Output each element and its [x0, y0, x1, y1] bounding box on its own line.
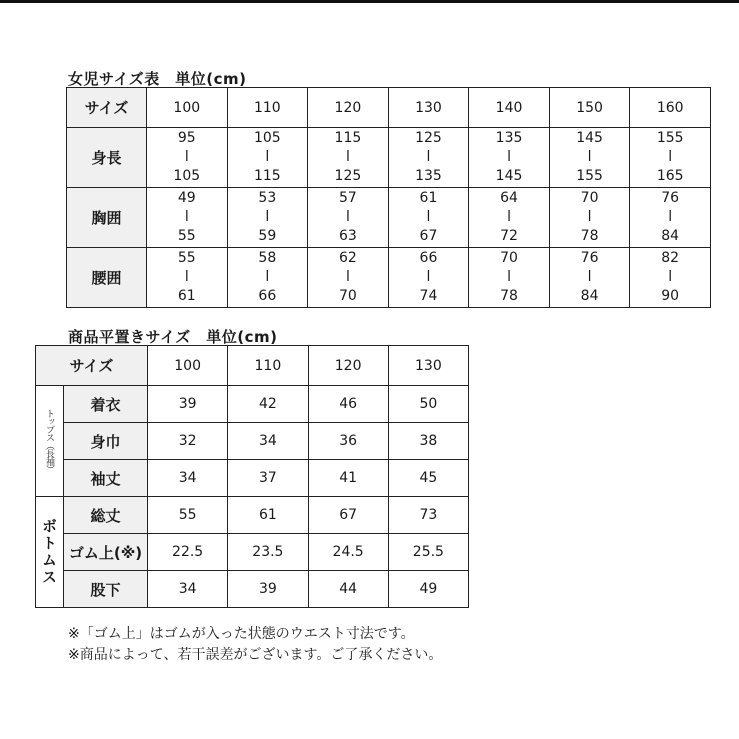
range-value [389, 129, 469, 186]
range-separator: l [668, 149, 673, 165]
range-value [550, 249, 630, 306]
size-col-120: 120 [308, 88, 389, 128]
range-cell [147, 128, 228, 188]
range-min: 62 [338, 250, 357, 266]
size-value-cell: 67 [308, 497, 388, 534]
range-separator: l [265, 269, 270, 285]
range-value [389, 249, 469, 306]
measurement-label: 胸囲 [67, 188, 147, 248]
range-min: 125 [415, 130, 442, 146]
range-min: 61 [419, 190, 438, 206]
range-cell [549, 128, 630, 188]
size-value-cell: 32 [148, 423, 228, 460]
size-value-cell: 44 [308, 571, 388, 608]
range-value [550, 129, 630, 186]
product-flat-size-table [35, 345, 469, 608]
range-separator: l [265, 149, 270, 165]
size-value-cell: 34 [148, 460, 228, 497]
size-value-cell: 46 [308, 386, 388, 423]
girls-size-header-row [67, 88, 711, 128]
range-cell [469, 188, 550, 248]
size-value-cell: 41 [308, 460, 388, 497]
range-max: 84 [580, 288, 599, 304]
range-separator: l [265, 209, 270, 225]
range-max: 66 [258, 288, 277, 304]
range-cell [630, 248, 711, 308]
size-value-cell: 23.5 [228, 534, 308, 571]
product-size-col-120: 120 [308, 346, 388, 386]
range-separator: l [345, 269, 350, 285]
range-value [630, 249, 710, 306]
top-border-line [0, 0, 739, 3]
range-min: 82 [661, 250, 680, 266]
range-value [308, 189, 388, 246]
range-value [308, 249, 388, 306]
product-size-row [36, 423, 469, 460]
product-size-row [36, 571, 469, 608]
range-separator: l [426, 149, 431, 165]
range-cell [308, 188, 389, 248]
range-separator: l [507, 209, 511, 225]
range-separator: l [184, 149, 189, 165]
range-cell [549, 188, 630, 248]
range-value [147, 189, 227, 246]
girls-size-row [67, 248, 711, 308]
size-col-150: 150 [549, 88, 630, 128]
range-min: 58 [258, 250, 277, 266]
range-separator: l [668, 209, 673, 225]
tops-group-label [36, 386, 64, 497]
range-max: 59 [258, 228, 277, 244]
range-separator: l [184, 269, 189, 285]
range-value [630, 189, 710, 246]
range-cell [388, 188, 469, 248]
product-size-row [36, 497, 469, 534]
range-value [389, 189, 469, 246]
product-size-row [36, 386, 469, 423]
size-value-cell: 50 [388, 386, 468, 423]
range-max: 78 [580, 228, 599, 244]
bottoms-group-label-text: ボトムス [40, 518, 58, 586]
range-max: 67 [419, 228, 438, 244]
size-value-cell: 49 [388, 571, 468, 608]
range-max: 55 [177, 228, 196, 244]
tops-group-label-text: トップス（長袖） [44, 409, 54, 473]
range-cell [469, 248, 550, 308]
range-separator: l [587, 269, 592, 285]
range-value [228, 249, 308, 306]
range-max: 63 [338, 228, 357, 244]
size-value-cell: 38 [388, 423, 468, 460]
range-min: 135 [495, 130, 523, 146]
size-value-cell: 45 [388, 460, 468, 497]
range-min: 70 [500, 250, 518, 266]
range-min: 76 [661, 190, 680, 206]
range-value [147, 129, 227, 186]
item-label: ゴム上(※) [64, 534, 148, 571]
range-max: 90 [661, 288, 680, 304]
range-cell [147, 188, 228, 248]
size-value-cell: 55 [148, 497, 228, 534]
product-size-header-row [36, 346, 469, 386]
size-value-cell: 34 [228, 423, 308, 460]
range-value [469, 189, 549, 246]
range-min: 70 [580, 190, 599, 206]
range-value [630, 129, 710, 186]
product-size-col-110: 110 [228, 346, 308, 386]
range-max: 155 [576, 168, 603, 184]
note-rubber-waist: ※「ゴム上」はゴムが入った状態のウエスト寸法です。 [68, 626, 415, 642]
range-cell [469, 128, 550, 188]
range-min: 145 [576, 130, 603, 146]
range-min: 115 [334, 130, 362, 146]
size-value-cell: 61 [228, 497, 308, 534]
item-label: 身巾 [64, 423, 148, 460]
range-cell [147, 248, 228, 308]
size-col-130: 130 [388, 88, 469, 128]
range-min: 55 [177, 250, 196, 266]
range-min: 49 [177, 190, 196, 206]
range-min: 57 [338, 190, 357, 206]
size-value-cell: 39 [148, 386, 228, 423]
size-col-110: 110 [227, 88, 308, 128]
range-min: 95 [177, 130, 196, 146]
range-max: 78 [500, 288, 518, 304]
range-min: 76 [580, 250, 599, 266]
range-max: 165 [656, 168, 684, 184]
product-size-header-label: サイズ [36, 346, 148, 386]
range-value [550, 189, 630, 246]
size-header-label: サイズ [67, 88, 147, 128]
range-separator: l [426, 269, 431, 285]
girls-size-table-caption: 女児サイズ表 単位(cm) [68, 70, 247, 88]
range-cell [549, 248, 630, 308]
size-value-cell: 22.5 [148, 534, 228, 571]
range-value [469, 129, 549, 186]
range-separator: l [184, 209, 189, 225]
range-max: 125 [334, 168, 362, 184]
item-label: 袖丈 [64, 460, 148, 497]
range-separator: l [345, 149, 350, 165]
girls-size-table [66, 87, 711, 308]
girls-size-row [67, 128, 711, 188]
range-max: 105 [173, 168, 201, 184]
range-cell [388, 128, 469, 188]
range-separator: l [587, 209, 592, 225]
measurement-label: 身長 [67, 128, 147, 188]
range-min: 155 [656, 130, 684, 146]
range-min: 66 [419, 250, 438, 266]
range-cell [227, 128, 308, 188]
size-value-cell: 73 [388, 497, 468, 534]
range-cell [308, 248, 389, 308]
product-size-col-100: 100 [148, 346, 228, 386]
range-separator: l [587, 149, 592, 165]
size-value-cell: 24.5 [308, 534, 388, 571]
range-separator: l [426, 209, 431, 225]
range-separator: l [668, 269, 673, 285]
range-value [308, 129, 388, 186]
range-value [147, 249, 227, 306]
range-separator: l [507, 269, 511, 285]
range-cell [227, 188, 308, 248]
range-max: 72 [500, 228, 518, 244]
range-max: 84 [661, 228, 680, 244]
item-label: 股下 [64, 571, 148, 608]
size-value-cell: 25.5 [388, 534, 468, 571]
note-size-tolerance: ※商品によって、若干誤差がございます。ご了承ください。 [68, 647, 443, 663]
range-separator: l [345, 209, 350, 225]
size-col-160: 160 [630, 88, 711, 128]
range-value [469, 249, 549, 306]
girls-size-row [67, 188, 711, 248]
size-col-100: 100 [147, 88, 228, 128]
size-value-cell: 39 [228, 571, 308, 608]
range-cell [227, 248, 308, 308]
range-min: 105 [253, 130, 281, 146]
range-max: 61 [177, 288, 196, 304]
size-value-cell: 37 [228, 460, 308, 497]
range-max: 135 [415, 168, 442, 184]
size-value-cell: 36 [308, 423, 388, 460]
product-size-table-caption: 商品平置きサイズ 単位(cm) [68, 328, 278, 346]
measurement-label: 腰囲 [67, 248, 147, 308]
range-max: 145 [495, 168, 523, 184]
product-size-row [36, 460, 469, 497]
range-cell [630, 188, 711, 248]
range-separator: l [507, 149, 511, 165]
size-col-140: 140 [469, 88, 550, 128]
size-value-cell: 34 [148, 571, 228, 608]
range-max: 74 [419, 288, 438, 304]
range-max: 70 [338, 288, 357, 304]
range-cell [630, 128, 711, 188]
item-label: 総丈 [64, 497, 148, 534]
product-size-row [36, 534, 469, 571]
range-value [228, 129, 308, 186]
size-value-cell: 42 [228, 386, 308, 423]
range-min: 64 [500, 190, 518, 206]
range-cell [308, 128, 389, 188]
item-label: 着衣 [64, 386, 148, 423]
range-max: 115 [253, 168, 281, 184]
range-min: 53 [258, 190, 277, 206]
range-cell [388, 248, 469, 308]
product-size-col-130: 130 [388, 346, 468, 386]
range-value [228, 189, 308, 246]
bottoms-group-label [36, 497, 64, 608]
